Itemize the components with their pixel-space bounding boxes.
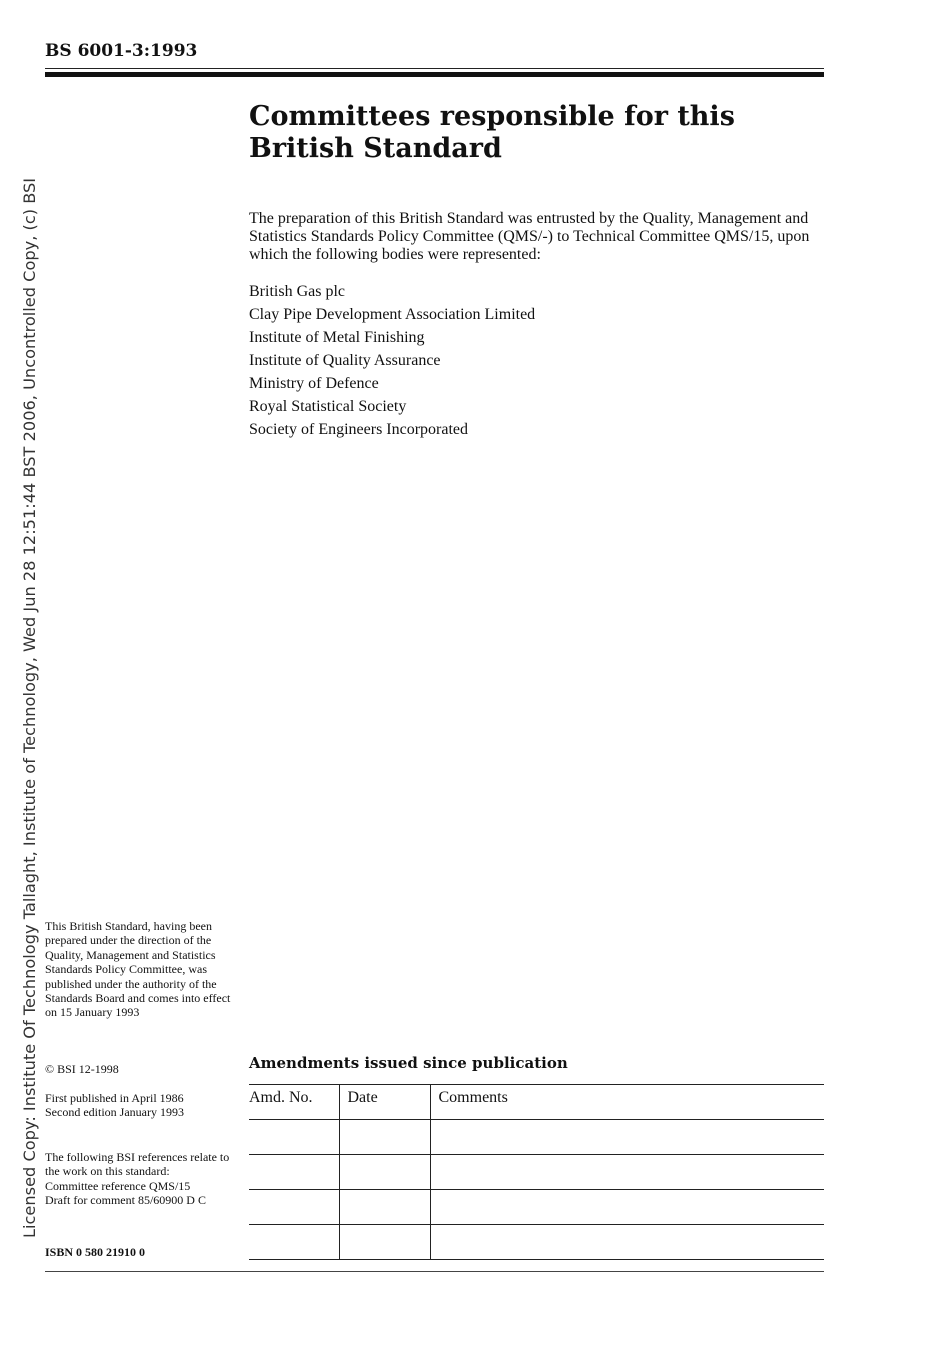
table-cell (249, 1120, 339, 1155)
table-cell (339, 1190, 430, 1225)
list-item: Royal Statistical Society (249, 398, 407, 415)
list-item: Society of Engineers Incorporated (249, 421, 469, 438)
table-header-row (249, 1085, 824, 1120)
table-cell (339, 1155, 430, 1190)
footer-rule (45, 1271, 824, 1272)
list-item: Ministry of Defence (249, 375, 379, 392)
page-title (249, 101, 829, 165)
table-cell (430, 1225, 824, 1260)
list-item: British Gas plc (249, 283, 345, 300)
table-cell (430, 1155, 824, 1190)
list-item: Institute of Quality Assurance (249, 352, 441, 369)
draft-reference: Draft for comment 85/60900 D C (45, 1193, 206, 1208)
table-cell (430, 1190, 824, 1225)
header-rule-thick (45, 72, 824, 77)
table-cell (430, 1120, 824, 1155)
page-title-line-2: British Standard (249, 133, 502, 164)
table-cell (249, 1190, 339, 1225)
table-cell (249, 1155, 339, 1190)
isbn: ISBN 0 580 21910 0 (45, 1245, 146, 1259)
intro-paragraph: The preparation of this British Standard was entrusted by the Quality, Management and Statistics Standards Policy Committee (QMS/-) to Technical Committee QMS/15, upon which the following bodies were represented: (249, 210, 810, 263)
table-row (249, 1120, 824, 1155)
table-row (249, 1190, 824, 1225)
column-header-comments: Comments (430, 1085, 824, 1120)
second-edition: Second edition January 1993 (45, 1105, 184, 1120)
table-cell (249, 1225, 339, 1260)
header-rule-thin (45, 68, 824, 69)
column-header-date: Date (339, 1085, 430, 1120)
page-title-line-1: Committees responsible for this (249, 101, 735, 132)
amendments-title: Amendments issued since publication (249, 1054, 568, 1072)
amendments-table (249, 1084, 824, 1260)
first-published: First published in April 1986 (45, 1091, 184, 1105)
table-row (249, 1155, 824, 1190)
table-cell (339, 1120, 430, 1155)
bsi-references (45, 1150, 240, 1208)
list-item: Clay Pipe Development Association Limited (249, 306, 536, 323)
table-row (249, 1225, 824, 1260)
column-header-amd-no: Amd. No. (249, 1085, 339, 1120)
table-cell (339, 1225, 430, 1260)
represented-bodies-list (249, 280, 829, 441)
list-item: Institute of Metal Finishing (249, 329, 425, 346)
references-intro: The following BSI references relate to the work on this standard: (45, 1150, 230, 1179)
copyright-notice: © BSI 12-1998 (45, 1062, 119, 1076)
committee-reference: Committee reference QMS/15 (45, 1178, 191, 1193)
publication-note: This British Standard, having been prepared under the direction of the Quality, Management and Statistics Standards Policy Committee, was published under the authority of the Standards Board and comes into effect on 15 January 1993 (45, 919, 231, 1020)
document-code: BS 6001-3:1993 (45, 41, 198, 61)
publication-history (45, 1091, 240, 1120)
license-watermark: Licensed Copy: Institute Of Technology Tallaght, Institute of Technology, Wed Jun 28 12:51:44 BST 2006, Uncontrolled Copy, (c) BSI (20, 177, 39, 1238)
